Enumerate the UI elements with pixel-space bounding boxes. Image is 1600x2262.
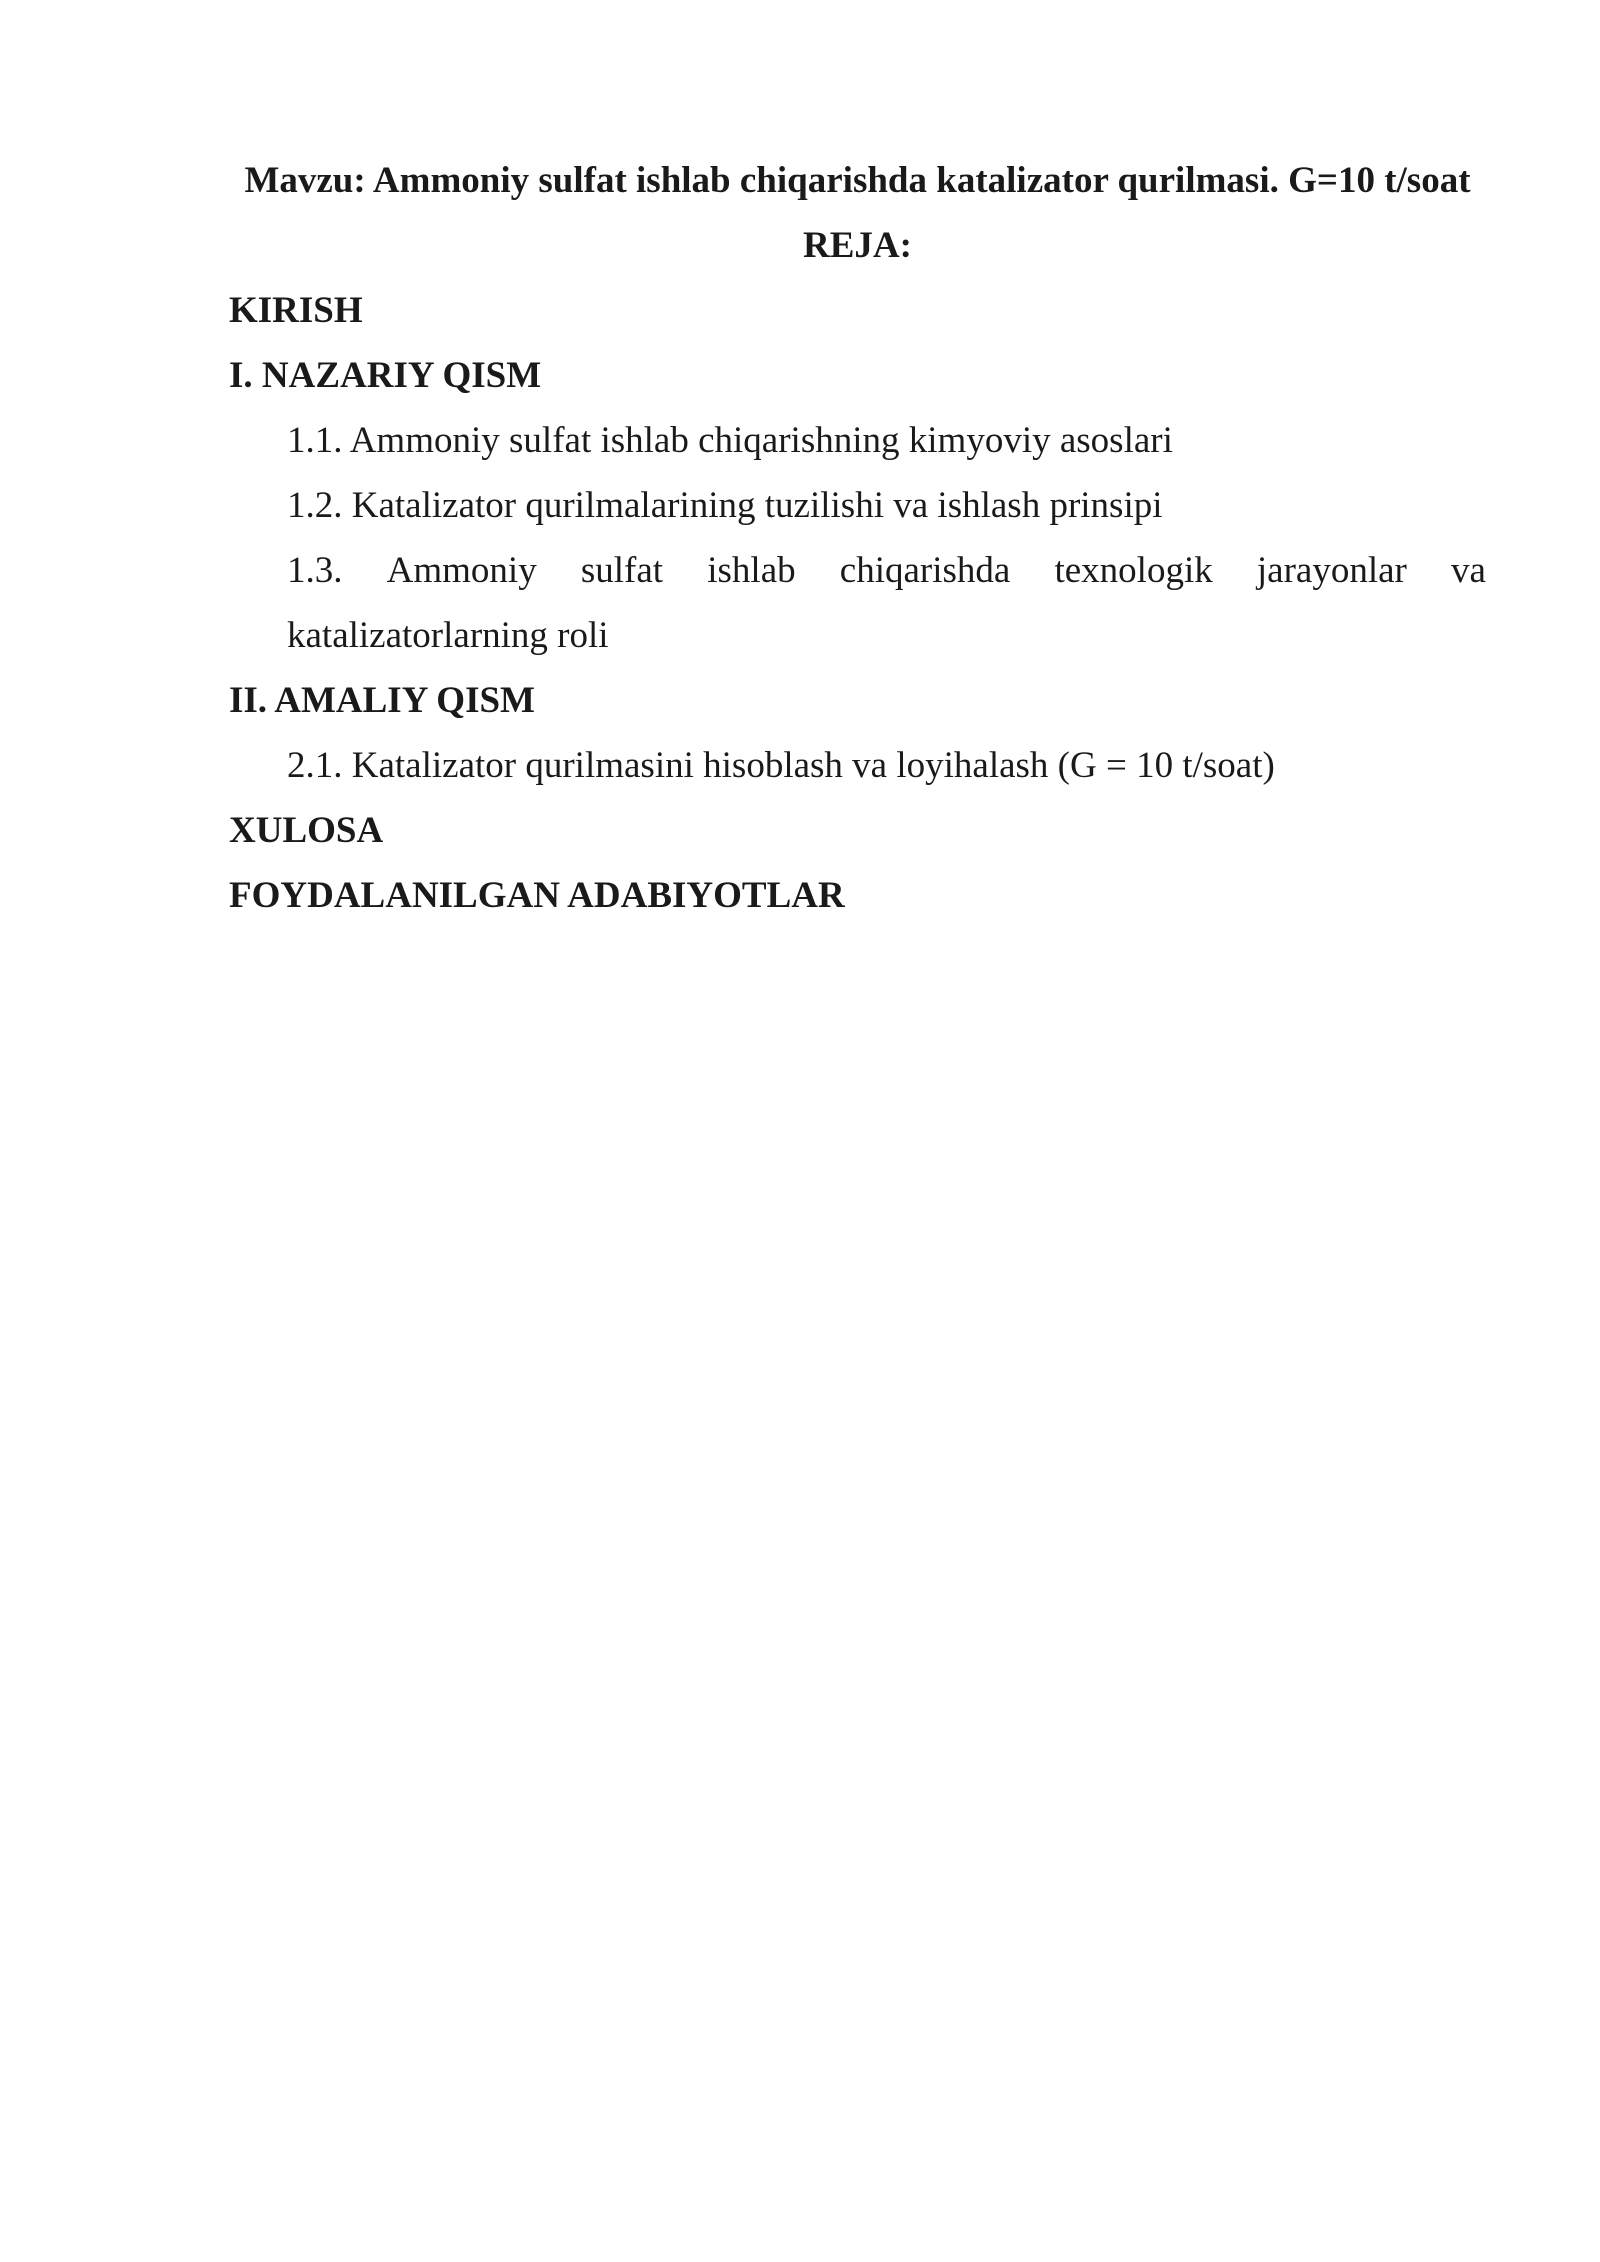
document-title: Mavzu: Ammoniy sulfat ishlab chiqarishda katalizator qurilmasi. G=10 t/soat [244,160,1471,201]
theory-item-3-word: 1.3. [287,550,343,591]
theory-item-2: 1.2. Katalizator qurilmalarining tuzilishi va ishlash prinsipi [287,485,1163,526]
theory-item-3 [229,538,1486,603]
section-practice: II. AMALIY QISM [229,680,535,721]
section-theory: I. NAZARIY QISM [229,355,542,396]
theory-item-3-word: chiqarishda [839,550,1011,591]
section-intro: KIRISH [229,290,363,331]
theory-item-3-word: texnologik [1054,550,1213,591]
theory-item-3-word: jarayonlar [1256,550,1407,591]
section-conclusion: XULOSA [229,810,384,851]
theory-item-3-continued: katalizatorlarning roli [287,615,609,656]
theory-item-3-word: va [1451,550,1486,591]
theory-item-3-word: ishlab [707,550,796,591]
theory-item-1: 1.1. Ammoniy sulfat ishlab chiqarishning kimyoviy asoslari [287,420,1173,461]
section-references: FOYDALANILGAN ADABIYOTLAR [229,875,845,916]
document-content [229,148,1486,928]
theory-item-3-word: sulfat [580,550,664,591]
practice-item-1: 2.1. Katalizator qurilmasini hisoblash va loyihalash (G = 10 t/soat) [287,745,1275,786]
plan-heading: REJA: [803,225,912,266]
theory-item-3-word: Ammoniy [386,550,537,591]
